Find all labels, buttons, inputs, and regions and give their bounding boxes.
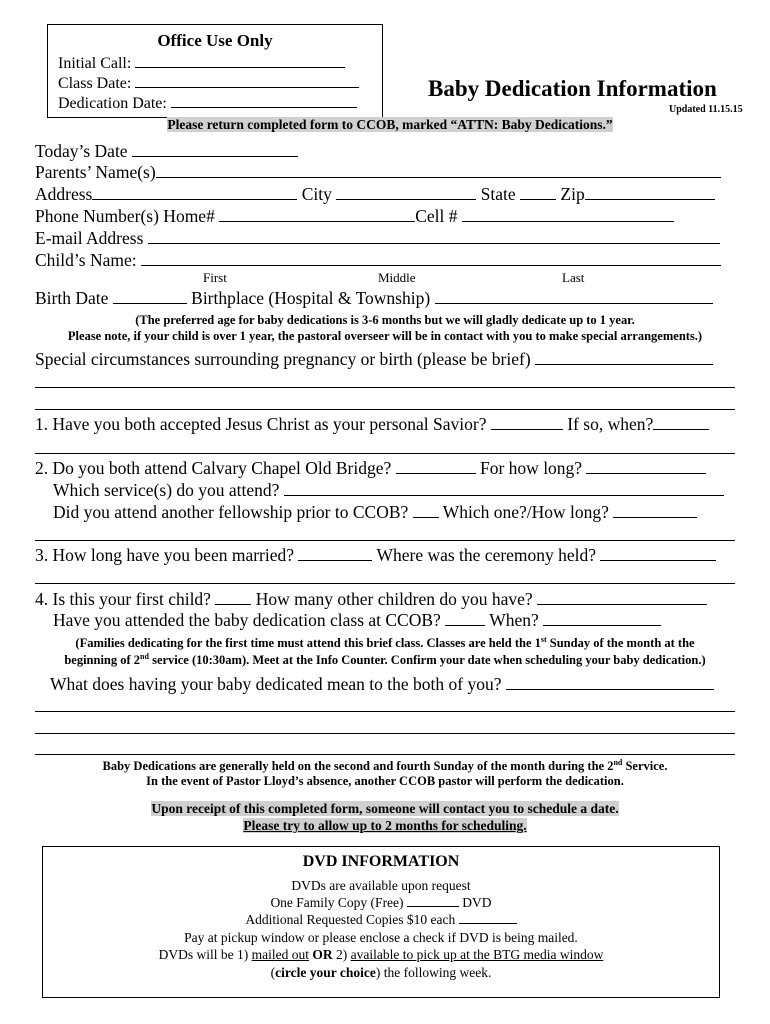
initial-call-label: Initial Call:: [58, 55, 132, 72]
q4-row: [35, 589, 707, 609]
class-note-2b: service (10:30am). Meet at the Info Counter. Confirm your date when scheduling your baby dedication.): [148, 653, 706, 668]
schedule-note-line2: In the event of Pastor Lloyd’s absence, another CCOB pastor will perform the dedication.: [146, 774, 624, 788]
return-note-text: Please return completed form to CCOB, marked “ATTN: Baby Dedications.”: [167, 117, 613, 132]
state-label: State: [480, 184, 516, 204]
page-title: Baby Dedication Information: [428, 76, 717, 101]
childs-name-row: [35, 250, 721, 270]
meaning-label: What does having your baby dedicated mean to the both of you?: [50, 674, 502, 694]
email-label: E-mail Address: [35, 228, 144, 248]
q4-class-row: [53, 610, 661, 630]
dvd-line6: [43, 965, 719, 981]
address-label: Address: [35, 184, 93, 204]
q3-field[interactable]: [298, 559, 372, 561]
q1-line-2[interactable]: [35, 452, 735, 454]
receipt-line2: [20, 818, 750, 834]
q2-which-field[interactable]: [613, 516, 697, 518]
office-use-title: Office Use Only: [157, 31, 273, 50]
address-field[interactable]: [92, 198, 297, 200]
q2-prior-field[interactable]: [413, 516, 439, 518]
office-use-box: [47, 24, 383, 118]
dvd-free-copy-label: One Family Copy (Free): [270, 895, 404, 910]
email-row: [35, 228, 720, 248]
zip-label: Zip: [560, 184, 585, 204]
q2-prior-label: Did you attend another fellowship prior to CCOB?: [53, 502, 409, 522]
dvd-info-box: [42, 846, 720, 998]
q2-prior-row: [53, 502, 697, 522]
dvd-free-copy-suffix: DVD: [462, 895, 492, 910]
q2-line-4[interactable]: [35, 539, 735, 541]
special-line-2[interactable]: [35, 386, 735, 388]
dvd-additional-field[interactable]: [459, 922, 517, 924]
q2-service-label: Which service(s) do you attend?: [53, 480, 280, 500]
phone-home-field[interactable]: [219, 220, 415, 222]
phone-row: [35, 206, 674, 226]
q4-class-field[interactable]: [445, 624, 485, 626]
dvd-line2: [43, 895, 719, 911]
zip-field[interactable]: [585, 198, 715, 200]
parents-names-label: Parents’ Name(s): [35, 162, 156, 182]
dvd-or: OR: [312, 947, 333, 962]
cell-label: Cell #: [415, 206, 458, 226]
q1-label: 1. Have you both accepted Jesus Christ as your personal Savior?: [35, 414, 487, 434]
dvd-delivery-prefix: DVDs will be 1): [158, 947, 249, 962]
receipt-line2-text: Please try to allow up to 2 months for scheduling.: [243, 818, 527, 833]
birth-date-field[interactable]: [113, 302, 187, 304]
q3-row: [35, 545, 716, 565]
q4-many-label: How many other children do you have?: [255, 589, 533, 609]
dvd-following-week: ) the following week.: [375, 965, 492, 980]
birth-date-label: Birth Date: [35, 288, 109, 308]
q2-row: [35, 458, 706, 478]
class-note-line1: [20, 635, 750, 651]
dedication-date-row: [58, 95, 357, 113]
todays-date-label: Today’s Date: [35, 141, 128, 161]
return-note: [100, 117, 680, 133]
dvd-line5: [43, 947, 719, 963]
class-date-label: Class Date:: [58, 75, 132, 92]
dvd-line3: [43, 912, 719, 928]
q1-when-label: If so, when?: [567, 414, 654, 434]
dvd-option-2-number: 2): [336, 947, 348, 962]
q2-which-label: Which one?/How long?: [442, 502, 609, 522]
dvd-option-mailed[interactable]: mailed out: [251, 947, 310, 962]
meaning-line-4[interactable]: [35, 753, 735, 755]
class-note-1sup: st: [540, 635, 547, 644]
q4-field[interactable]: [215, 603, 251, 605]
dedication-date-label: Dedication Date:: [58, 95, 167, 112]
dvd-additional-label: Additional Requested Copies $10 each: [245, 912, 456, 927]
email-field[interactable]: [148, 242, 720, 244]
q3-where-label: Where was the ceremony held?: [376, 545, 597, 565]
cell-field[interactable]: [462, 220, 674, 222]
dvd-option-pickup[interactable]: available to pick up at the BTG media window: [350, 947, 604, 962]
schedule-note-1b: Service.: [622, 759, 668, 774]
q4-class-label: Have you attended the baby dedication class at CCOB?: [53, 610, 441, 630]
phone-home-label: Phone Number(s) Home#: [35, 206, 215, 226]
class-note-2sup: nd: [140, 652, 149, 661]
parents-names-row: [35, 162, 721, 182]
q4-when-field[interactable]: [543, 624, 661, 626]
class-date-row: [58, 75, 359, 93]
class-note-1a: (Families dedicating for the first time must attend this brief class. Classes are held the 1: [75, 636, 541, 651]
state-field[interactable]: [520, 198, 556, 200]
q4-label: 4. Is this your first child?: [35, 589, 211, 609]
todays-date-field[interactable]: [132, 155, 298, 157]
q2-howlong-label: For how long?: [480, 458, 583, 478]
dvd-circle-choice: circle your choice: [275, 965, 376, 980]
q4-when-label: When?: [489, 610, 539, 630]
class-note-1b: Sunday of the month at the: [546, 636, 695, 651]
initial-call-row: [58, 55, 345, 73]
class-note-2a: beginning of 2: [64, 653, 141, 668]
meaning-line-2[interactable]: [35, 710, 735, 712]
special-field[interactable]: [535, 363, 713, 365]
q2-howlong-field[interactable]: [586, 472, 706, 474]
q3-label: 3. How long have you been married?: [35, 545, 295, 565]
age-note-line1: (The preferred age for baby dedications is 3-6 months but we will gladly dedicate up to 1 year.: [135, 313, 635, 327]
q2-label: 2. Do you both attend Calvary Chapel Old Bridge?: [35, 458, 392, 478]
q4-many-field[interactable]: [537, 603, 707, 605]
birthplace-label: Birthplace (Hospital & Township): [191, 288, 431, 308]
q3-line-2[interactable]: [35, 582, 735, 584]
receipt-line1: [20, 801, 750, 817]
initial-call-field[interactable]: [135, 66, 345, 68]
q1-row: [35, 414, 709, 434]
middle-caption: Middle: [378, 270, 416, 285]
q3-where-field[interactable]: [600, 559, 716, 561]
birth-row: [35, 288, 713, 308]
updated-date: Updated 11.15.15: [669, 104, 743, 115]
dedication-date-field[interactable]: [171, 106, 357, 108]
q1-when-field[interactable]: [653, 428, 709, 430]
meaning-line-3[interactable]: [35, 732, 735, 734]
special-label: Special circumstances surrounding pregnancy or birth (please be brief): [35, 349, 531, 369]
todays-date-row: [35, 141, 298, 161]
first-caption: First: [203, 270, 227, 285]
birthplace-field[interactable]: [435, 302, 713, 304]
parents-names-field[interactable]: [156, 176, 721, 178]
q2-field[interactable]: [396, 472, 476, 474]
meaning-field[interactable]: [506, 688, 714, 690]
schedule-note-line1: [20, 758, 750, 774]
dvd-line1: DVDs are available upon request: [291, 878, 471, 893]
dvd-free-copy-field[interactable]: [407, 905, 459, 907]
dvd-title: DVD INFORMATION: [302, 853, 460, 870]
q2-service-row: [53, 480, 724, 500]
q2-service-field[interactable]: [284, 494, 724, 496]
childs-name-label: Child’s Name:: [35, 250, 137, 270]
childs-name-field[interactable]: [141, 264, 721, 266]
receipt-line1-text: Upon receipt of this completed form, someone will contact you to schedule a date.: [151, 801, 619, 816]
q1-field[interactable]: [491, 428, 563, 430]
special-line-3[interactable]: [35, 408, 735, 410]
last-caption: Last: [562, 270, 585, 285]
age-note-line2: Please note, if your child is over 1 year, the pastoral overseer will be in contact with you to make special arrangements.): [67, 329, 703, 343]
schedule-note-1sup: nd: [613, 758, 623, 767]
meaning-row: [50, 674, 714, 694]
city-field[interactable]: [336, 198, 476, 200]
schedule-note-1a: Baby Dedications are generally held on the second and fourth Sunday of the month during the 2: [102, 759, 614, 774]
dvd-paren-open: (: [270, 965, 276, 980]
special-row: [35, 349, 713, 369]
class-date-field[interactable]: [135, 86, 359, 88]
dvd-line4: Pay at pickup window or please enclose a check if DVD is being mailed.: [184, 930, 578, 945]
city-label: City: [301, 184, 332, 204]
address-row: [35, 184, 715, 204]
class-note-line2: [20, 652, 750, 668]
